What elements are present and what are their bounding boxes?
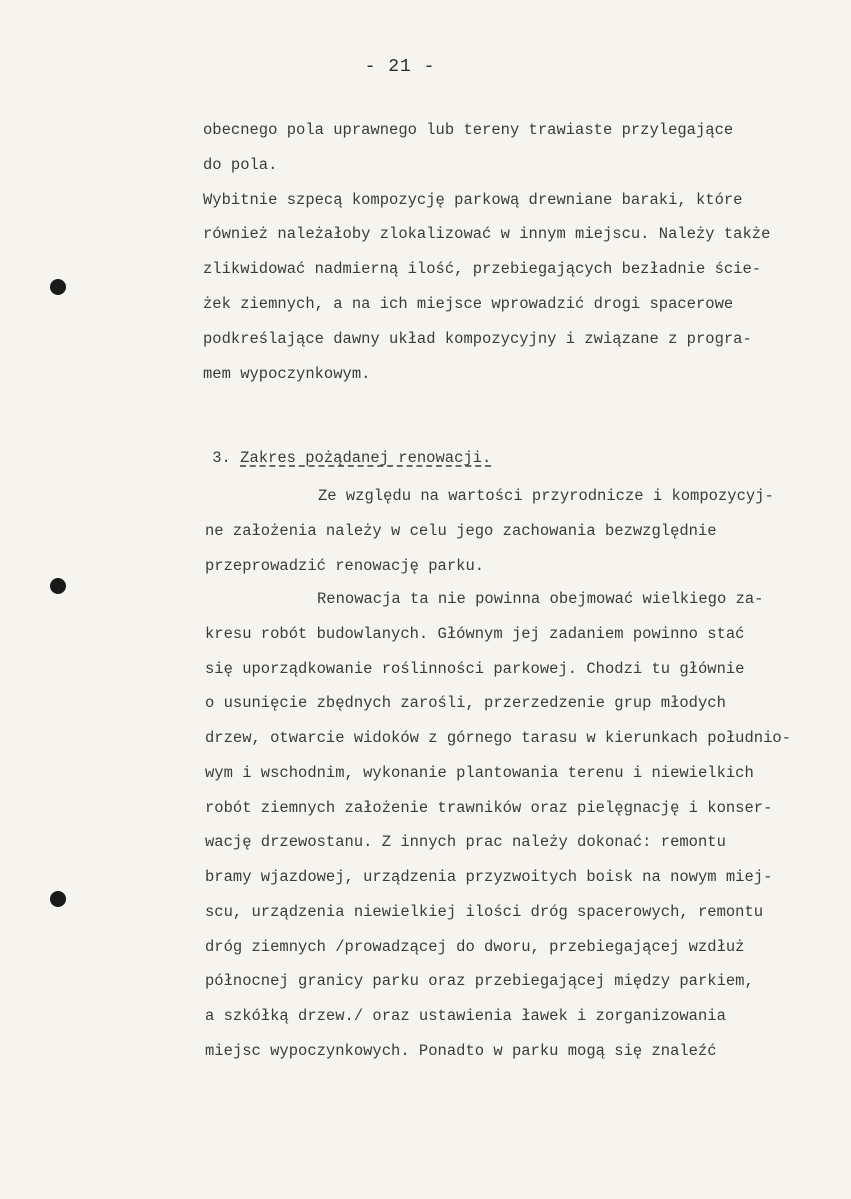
text-line: północnej granicy parku oraz przebiegającej między parkiem, <box>205 972 754 990</box>
text-line: bramy wjazdowej, urządzenia przyzwoitych boisk na nowym miej- <box>205 868 773 886</box>
text-line: o usunięcie zbędnych zarośli, przerzedzenie grup młodych <box>205 694 726 712</box>
text-line: miejsc wypoczynkowych. Ponadto w parku mogą się znaleźć <box>205 1042 717 1060</box>
section-heading <box>175 428 491 488</box>
text-line: obecnego pola uprawnego lub tereny trawiaste przylegające <box>203 121 734 139</box>
text-line: Ze względu na wartości przyrodnicze i kompozycyj- <box>318 487 774 505</box>
text-line: kresu robót budowlanych. Głównym jej zadaniem powinno stać <box>205 625 745 643</box>
text-line: mem wypoczynkowym. <box>203 365 371 383</box>
text-line: ne założenia należy w celu jego zachowania bezwzględnie <box>205 522 717 540</box>
text-line: Wybitnie szpecą kompozycję parkową drewniane baraki, które <box>203 191 743 209</box>
text-line: podkreślające dawny układ kompozycyjny i związane z progra- <box>203 330 752 348</box>
section-number: 3. <box>212 449 231 467</box>
text-line: wym i wschodnim, wykonanie plantowania terenu i niewielkich <box>205 764 754 782</box>
text-line: dróg ziemnych /prowadzącej do dworu, przebiegającej wzdłuż <box>205 938 745 956</box>
section-title: Zakres pożądanej renowacji. <box>240 449 492 467</box>
text-line: wację drzewostanu. Z innych prac należy dokonać: remontu <box>205 833 726 851</box>
text-line: scu, urządzenia niewielkiej ilości dróg spacerowych, remontu <box>205 903 764 921</box>
text-line: do pola. <box>203 156 278 174</box>
punch-hole <box>50 891 66 907</box>
text-line: również należałoby zlokalizować w innym miejscu. Należy także <box>203 225 771 243</box>
text-line: zlikwidować nadmierną ilość, przebiegających bezładnie ście- <box>203 260 762 278</box>
text-line: robót ziemnych założenie trawników oraz pielęgnację i konser- <box>205 799 773 817</box>
punch-hole <box>50 279 66 295</box>
text-line: przeprowadzić renowację parku. <box>205 557 485 575</box>
text-line: drzew, otwarcie widoków z górnego tarasu w kierunkach południo- <box>205 729 791 747</box>
punch-hole <box>50 578 66 594</box>
text-line: Renowacja ta nie powinna obejmować wielkiego za- <box>317 590 764 608</box>
text-line: a szkółką drzew./ oraz ustawienia ławek i zorganizowania <box>205 1007 726 1025</box>
page-number: - 21 - <box>364 57 436 77</box>
text-line: się uporządkowanie roślinności parkowej. Chodzi tu głównie <box>205 660 745 678</box>
text-line: żek ziemnych, a na ich miejsce wprowadzić drogi spacerowe <box>203 295 734 313</box>
